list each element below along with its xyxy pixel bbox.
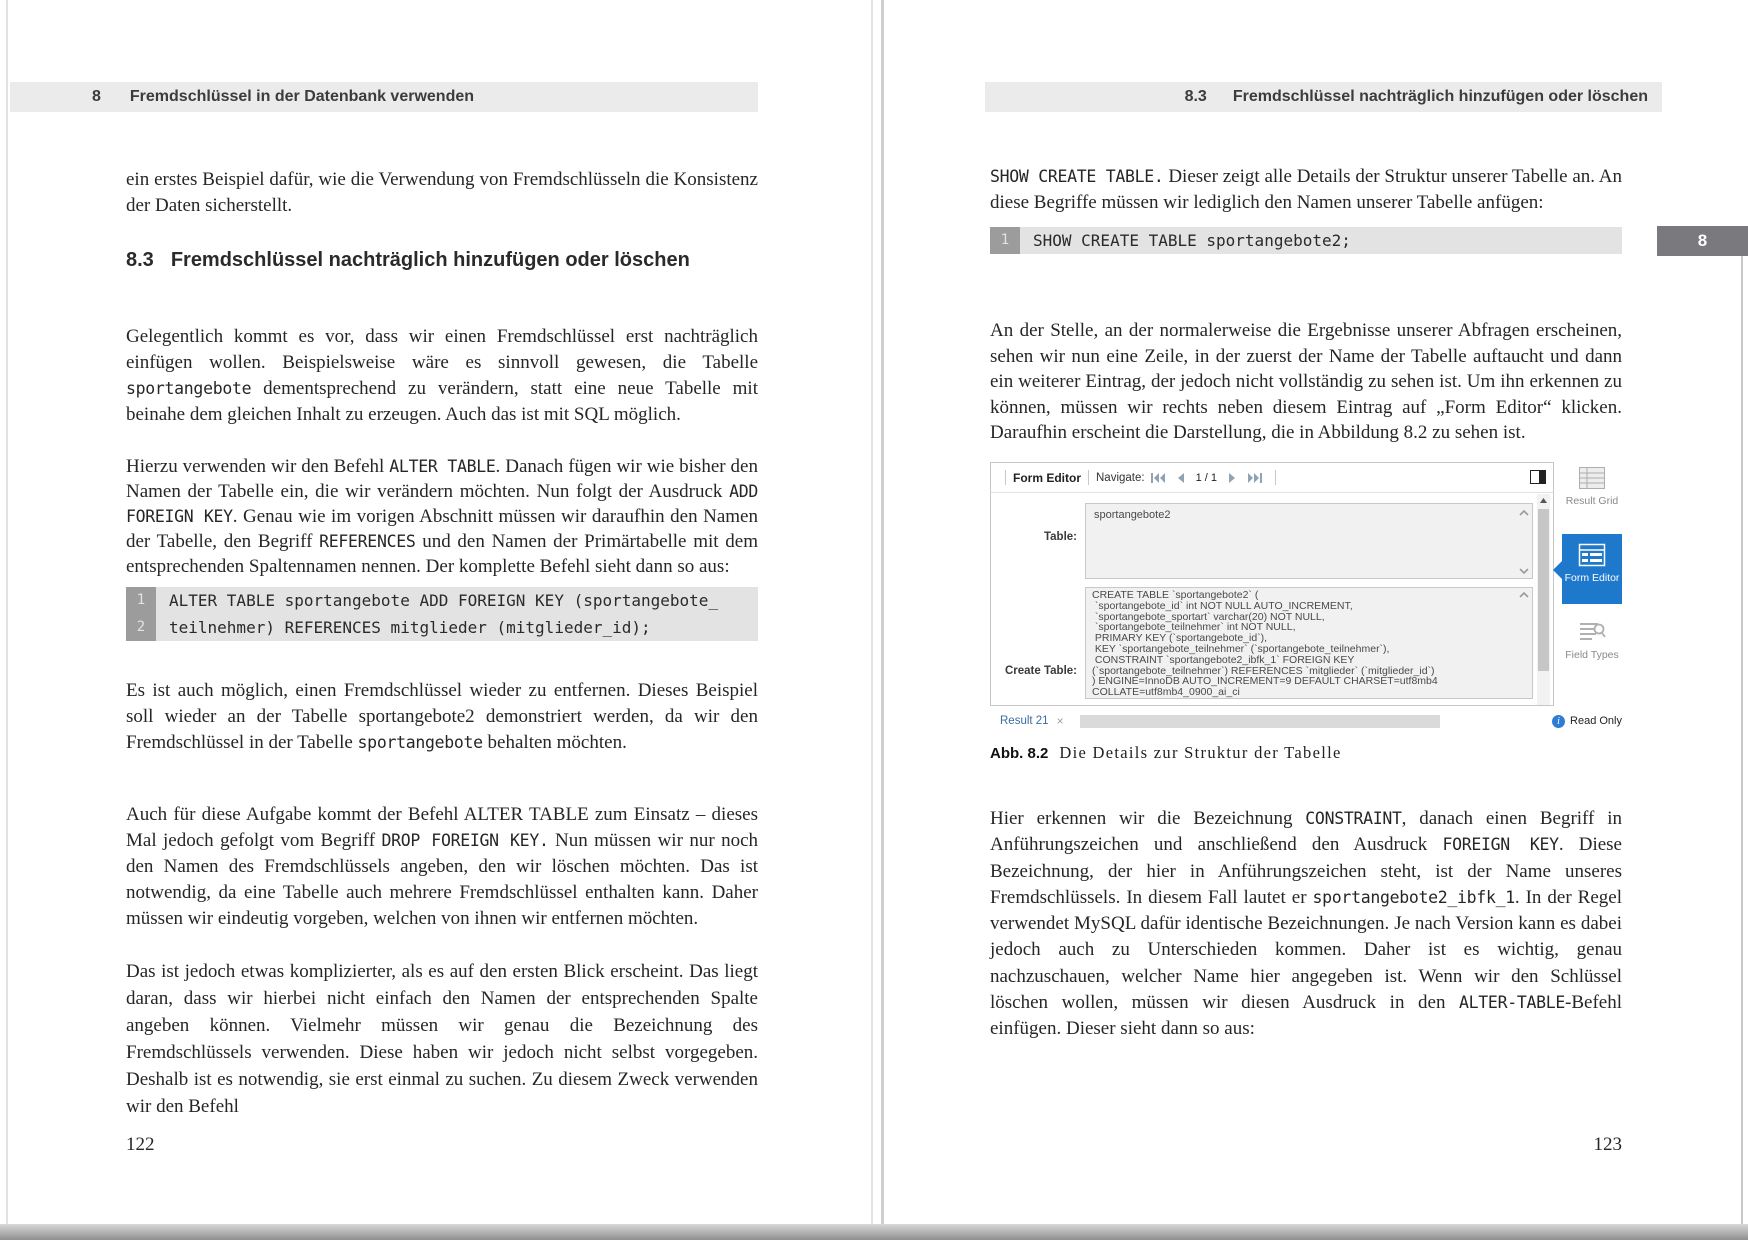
- paragraph: Das ist jedoch etwas komplizierter, als es auf den ersten Blick erscheint. Das liegt daran, dass wir hierbei nicht einfach den Namen der entsprechenden Spalte angeben können. Vielmehr müssen wir genau die Bezeichnung des Fremdschlüssels verwenden. Diese haben wir jedoch nicht selbst vorgegeben. Deshalb ist es notwendig, sie erst einmal zu suchen. Zu diesem Zweck verwenden wir den Befehl: [126, 961, 758, 1117]
- right-section-title: Fremdschlüssel nachträglich hinzufügen oder löschen: [1232, 88, 1648, 105]
- toolbar-separator: [1005, 470, 1006, 485]
- page-number-left: 122: [126, 1134, 155, 1155]
- paragraph: An der Stelle, an der normalerweise die Ergebnisse unserer Abfragen erscheinen, sehen wir nun eine Zeile, in der zuerst der Name der Tabelle auftaucht und dann ein weiterer Eintrag, der jedoch nicht vollständig zu sehen ist. Um ihn erkennen zu können, müssen wir rechts neben diesem Eintrag auf „Form Editor“ klicken. Daraufhin erscheint die Darstellung, die in Abbildung 8.2 zu sehen ist.: [990, 320, 1622, 443]
- nav-last-icon: [1247, 472, 1263, 484]
- paragraph: Auch für diese Aufgabe kommt der Befehl ALTER TABLE zum Einsatz – dieses Mal jedoch gefolgt vom Begriff DROP FOREIGN KEY. Nun müssen wir nur noch den Namen des Fremdschlüssels angeben, den wir löschen möchten. Das ist notwendig, da eine Tabelle auch mehrere Fremdschlüssel enthalten kann. Daher müssen wir eindeutig vorgeben, welchen von ihnen wir entfernen möchten.: [126, 804, 758, 929]
- paragraph: Hierzu verwenden wir den Befehl ALTER TABLE. Danach fügen wir wie bisher den Namen der Tabelle ein, die wir verändern möchten. Nun folgt der Ausdruck ADD FOREIGN KEY. Genau wie im vorigen Abschnitt müssen wir daraufhin den Namen der Tabelle, den Begriff REFERENCES und den Namen der Primärtabelle mit dem entsprechenden Spaltennamen nennen. Der komplette Befehl sieht dann so aus:: [126, 456, 758, 577]
- scroll-down-icon[interactable]: [1519, 566, 1529, 574]
- horizontal-scrollbar[interactable]: [1080, 715, 1440, 728]
- toolbar-separator: [1275, 470, 1276, 485]
- result-grid-icon: [1578, 466, 1606, 490]
- field-types-icon: [1578, 620, 1606, 644]
- form-editor-toolbar: [991, 463, 1553, 493]
- right-section-number: 8.3: [1184, 88, 1207, 105]
- active-pointer-icon: [1553, 561, 1562, 579]
- field-types-label: Field Types: [1565, 649, 1619, 661]
- page-bottom-edge: [0, 1224, 1748, 1240]
- form-editor-label: Form Editor: [1564, 572, 1620, 584]
- left-chapter-number: 8: [92, 88, 101, 105]
- read-only-status: [1552, 715, 1622, 728]
- page-right-edge: [1741, 226, 1743, 1224]
- nav-last-button[interactable]: [1247, 472, 1263, 484]
- table-field-label: Table:: [1043, 531, 1077, 543]
- figure-caption-number: Abb. 8.2: [990, 745, 1049, 762]
- page-gutter-line: [871, 0, 873, 1224]
- paragraph: Es ist auch möglich, einen Fremdschlüssel wieder zu entfernen. Dieses Beispiel soll wieder an der Tabelle sportangebote2 demonstriert werden, da wir den Fremdschlüssel in der Tabelle sportangebote behalten möchten.: [126, 680, 758, 753]
- paragraph: Gelegentlich kommt es vor, dass wir einen Fremdschlüssel erst nachträglich einfügen wollen. Beispielsweise wäre es sinnvoll gewesen, die Tabelle sportangebote dementsprechend zu verändern, statt eine neue Tabelle mit beinahe dem gleichen Inhalt zu erzeugen. Auch das ist mit SQL möglich.: [126, 326, 758, 425]
- page-gutter-line: [881, 0, 884, 1224]
- sql-listing-show-create: 1 SHOW CREATE TABLE sportangebote2;: [990, 227, 1622, 254]
- figure-caption: [990, 743, 1342, 763]
- toolbar-separator: [1088, 470, 1089, 485]
- create-table-field-label: Create Table:: [1004, 665, 1077, 677]
- section-title: Fremdschlüssel nachträglich hinzufügen oder löschen: [170, 249, 690, 271]
- nav-first-button[interactable]: [1150, 472, 1166, 484]
- paragraph: Hier erkennen wir die Bezeichnung CONSTRAINT, danach einen Begriff in Anführungszeichen und anschließend den Ausdruck FOREIGN KEY. Diese Bezeichnung, der hier in Anführungszeichen steht, ist der Name unseres Fremdschlüssels. In diesem Fall lautet er sportangebote2_ibfk_1. In der Regel verwendet MySQL dafür identische Bezeichnungen. Je nach Version kann es dabei jedoch auch zu Unterschieden kommen. Daher ist es wichtig, genau nachzuschauen, welcher Name hier angegeben ist. Wenn wir den Schlüssel löschen wollen, müssen wir diesen Ausdruck in den ALTER-TABLE-Befehl einfügen. Dieser sieht dann so aus:: [990, 808, 1622, 1040]
- result-tab[interactable]: [1000, 714, 1064, 728]
- result-grid-button[interactable]: [1562, 466, 1622, 507]
- chapter-thumb-tab: 8: [1657, 226, 1748, 256]
- form-editor-panel: [990, 462, 1554, 706]
- table-name-value: sportangebote2: [1094, 509, 1171, 521]
- scrollbar-up-icon: [1537, 495, 1550, 507]
- panel-toggle-icon: [1530, 470, 1546, 484]
- paragraph-intro: ein erstes Beispiel dafür, wie die Verwendung von Fremdschlüsseln die Konsistenz der Daten sicherstellt.: [126, 169, 758, 216]
- scroll-up-icon[interactable]: [1519, 591, 1529, 599]
- table-name-field[interactable]: [1085, 503, 1533, 579]
- nav-previous-button[interactable]: [1176, 472, 1186, 484]
- page-left-edge: [6, 0, 8, 1224]
- info-icon: i: [1552, 715, 1565, 728]
- read-only-label: Read Only: [1570, 715, 1622, 727]
- figure-screenshot-form-editor: [990, 462, 1622, 736]
- section-heading: [126, 249, 690, 272]
- form-editor-button-active[interactable]: [1562, 534, 1622, 604]
- nav-previous-icon: [1176, 472, 1186, 484]
- nav-first-icon: [1150, 472, 1166, 484]
- result-tab-label: Result 21: [1000, 715, 1049, 727]
- record-page-indicator: 1 / 1: [1195, 471, 1217, 484]
- sql-listing-alter-table: 1 ALTER TABLE sportangebote ADD FOREIGN KEY (sportangebote_ 2 teilnehmer) REFERENCES mitglieder (mitglieder_id);: [126, 587, 758, 641]
- form-editor-title: Form Editor: [1013, 470, 1081, 485]
- scroll-up-icon[interactable]: [1519, 508, 1529, 516]
- navigate-label: Navigate:: [1096, 471, 1145, 484]
- vertical-scrollbar[interactable]: [1537, 494, 1550, 705]
- nav-next-button[interactable]: [1227, 472, 1237, 484]
- result-grid-label: Result Grid: [1565, 495, 1619, 507]
- paragraph: SHOW CREATE TABLE. Dieser zeigt alle Details der Struktur unserer Tabelle an. An diese Begriffe müssen wir lediglich den Namen unserer Tabelle anfügen:: [990, 166, 1622, 213]
- form-editor-icon: [1578, 543, 1606, 567]
- page-number-right: 123: [1593, 1134, 1622, 1155]
- create-table-ddl-field[interactable]: CREATE TABLE `sportangebote2` ( `sportangebote_id` int NOT NULL AUTO_INCREMENT, `sportangebote_sportart` varchar(20) NOT NULL, `sportangebote_teilnehmer` int NOT NULL, PRIMARY KEY (`sportangebote_id`), KEY `sportangebote_teilnehmer` (`sportangebote_teilnehmer`), CONSTRAINT `sportangebote2_ibfk_1` FOREIGN KEY (`sportangebote_teilnehmer`) REFERENCES `mitglieder` (`mitglieder_id`) ) ENGINE=InnoDB AUTO_INCREMENT=9 DEFAULT CHARSET=utf8mb4 COLLATE=utf8mb4_0900_ai_ci: [1085, 587, 1533, 699]
- close-icon[interactable]: ×: [1056, 714, 1064, 728]
- left-running-header: [10, 82, 758, 112]
- result-tab-bar: [990, 706, 1622, 736]
- section-number: 8.3: [126, 249, 154, 271]
- field-types-button[interactable]: [1562, 620, 1622, 661]
- figure-caption-text: Die Details zur Struktur der Tabelle: [1059, 743, 1342, 762]
- nav-next-icon: [1227, 472, 1237, 484]
- left-chapter-title: Fremdschlüssel in der Datenbank verwenden: [129, 88, 475, 105]
- panel-toggle-button[interactable]: [1530, 470, 1546, 489]
- scrollbar-thumb[interactable]: [1538, 509, 1549, 671]
- right-running-header: [985, 82, 1662, 112]
